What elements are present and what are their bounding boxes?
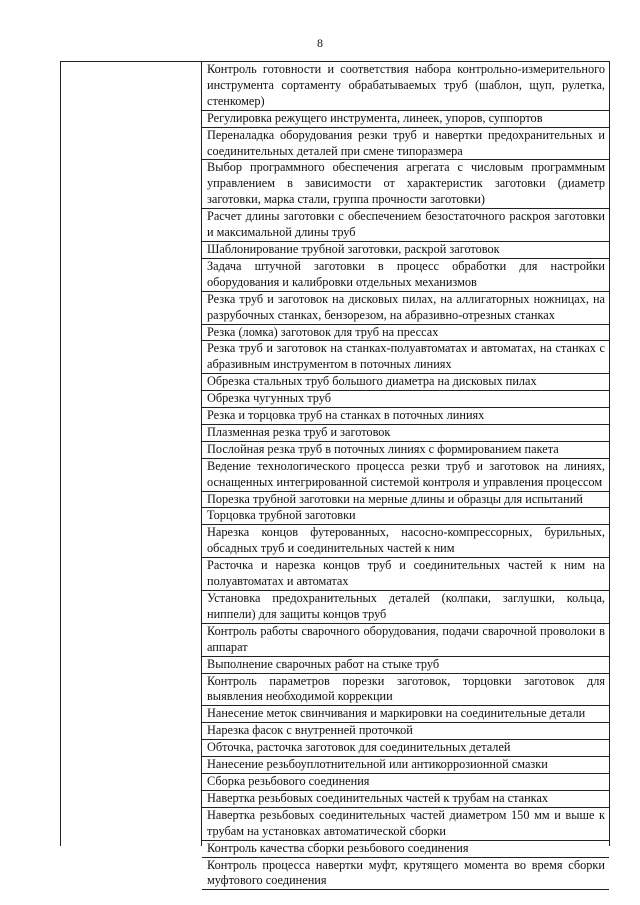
table-row: Ведение технологического процесса резки труб и заготовок на линиях, оснащенных интегрированной системой контроля и управления процессом: [202, 459, 609, 492]
table-row: Навертка резьбовых соединительных частей к трубам на станках: [202, 791, 609, 808]
table-row: Нанесение резьбоуплотнительной или антикоррозионной смазки: [202, 757, 609, 774]
table-rows: [202, 62, 609, 890]
table-row: Расчет длины заготовки с обеспечением безостаточного раскроя заготовки и максимальной длины труб: [202, 209, 609, 242]
table-row: Резка труб и заготовок на станках-полуавтоматах и автоматах, на станках с абразивным инструментом в поточных линиях: [202, 341, 609, 374]
table-row: Резка и торцовка труб на станках в поточных линиях: [202, 408, 609, 425]
table-row: Обточка, расточка заготовок для соединительных деталей: [202, 740, 609, 757]
table-row: Контроль качества сборки резьбового соединения: [202, 841, 609, 858]
table-row: Контроль параметров порезки заготовок, торцовки заготовок для выявления необходимой коррекции: [202, 674, 609, 707]
table-row: Выполнение сварочных работ на стыке труб: [202, 657, 609, 674]
table-row: Резка (ломка) заготовок для труб на прессах: [202, 325, 609, 342]
table-row: Расточка и нарезка концов труб и соединительных частей к ним на полуавтоматах и автоматах: [202, 558, 609, 591]
table-row: Выбор программного обеспечения агрегата с числовым программным управлением в зависимости от характеристик заготовки (диаметр заготовки, марка стали, группа прочности заготовки): [202, 160, 609, 209]
table-row: Плазменная резка труб и заготовок: [202, 425, 609, 442]
table-row: Порезка трубной заготовки на мерные длины и образцы для испытаний: [202, 492, 609, 509]
table-row: Нарезка фасок с внутренней проточкой: [202, 723, 609, 740]
table-row: Резка труб и заготовок на дисковых пилах, на аллигаторных ножницах, на разрубочных станках, бензорезом, на абразивно-отрезных станках: [202, 292, 609, 325]
page-number: 8: [317, 36, 323, 50]
table-row: Торцовка трубной заготовки: [202, 508, 609, 525]
table-row: Послойная резка труб в поточных линиях с формированием пакета: [202, 442, 609, 459]
table-left-column: [61, 62, 202, 846]
table-row: Нанесение меток свинчивания и маркировки на соединительные детали: [202, 706, 609, 723]
table-row: Контроль процесса навертки муфт, крутящего момента во время сборки муфтового соединения: [202, 858, 609, 891]
table-row: Навертка резьбовых соединительных частей диаметром 150 мм и выше к трубам на установках автоматической сборки: [202, 808, 609, 841]
table-row: Контроль работы сварочного оборудования, подачи сварочной проволоки в аппарат: [202, 624, 609, 657]
table-row: Нарезка концов футерованных, насосно-компрессорных, бурильных, обсадных труб и соединительных частей к ним: [202, 525, 609, 558]
table-row: Обрезка чугунных труб: [202, 391, 609, 408]
table-row: Регулировка режущего инструмента, линеек, упоров, суппортов: [202, 111, 609, 128]
table-row: Переналадка оборудования резки труб и навертки предохранительных и соединительных деталей при смене типоразмера: [202, 128, 609, 161]
activities-table: [60, 61, 610, 888]
table-row: Обрезка стальных труб большого диаметра на дисковых пилах: [202, 374, 609, 391]
table-row: Установка предохранительных деталей (колпаки, заглушки, кольца, ниппели) для защиты концов труб: [202, 591, 609, 624]
table-row: Контроль готовности и соответствия набора контрольно-измерительного инструмента сортаменту обрабатываемых труб (шаблон, щуп, рулетка, стенкомер): [202, 62, 609, 111]
table-row: Шаблонирование трубной заготовки, раскрой заготовок: [202, 242, 609, 259]
table-row: Задача штучной заготовки в процесс обработки для настройки оборудования и калибровки отдельных механизмов: [202, 259, 609, 292]
table-row: Сборка резьбового соединения: [202, 774, 609, 791]
